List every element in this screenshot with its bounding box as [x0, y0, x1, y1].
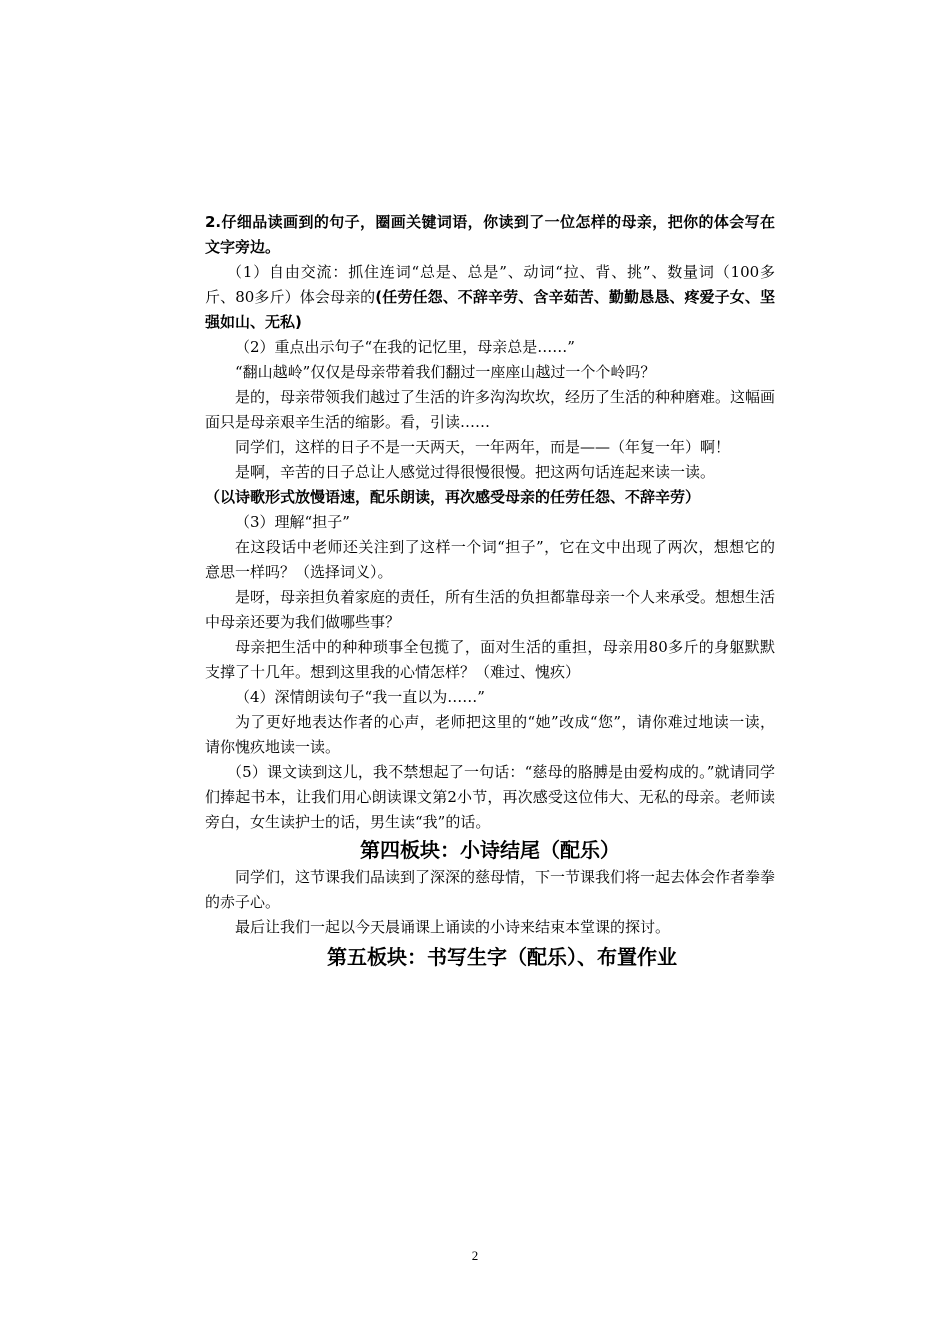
section-3-paragraph-3: 母亲把生活中的种种琐事全包揽了，面对生活的重担，母亲用80多斤的身躯默默支撑了十几年。想到这里我的心情怎样？（难过、愧疚）	[205, 638, 775, 681]
section-2-paragraph-4: 是啊，辛苦的日子总让人感觉过得很慢很慢。把这两句话连起来读一读。	[235, 463, 716, 481]
block-5-heading: 第五板块：书写生字（配乐）、布置作业	[327, 945, 677, 969]
section-2-title: （2）重点出示句子“在我的记忆里，母亲总是……”	[235, 338, 575, 356]
block-4-paragraph-2: 最后让我们一起以今天晨诵课上诵读的小诗来结束本堂课的探讨。	[235, 918, 671, 936]
question-2-heading: 2.仔细品读画到的句子，圈画关键词语，你读到了一位怎样的母亲，把你的体会写在文字旁边。	[205, 213, 775, 256]
section-4-title: （4）深情朗读句子“我一直以为……”	[235, 688, 485, 706]
section-4-paragraph-1: 为了更好地表达作者的心声，老师把这里的“她”改成“您”，请你难过地读一读，请你愧疚地读一读。	[205, 713, 775, 756]
section-5-paragraph: （5）课文读到这儿，我不禁想起了一句话：“慈母的胳膊是由爱构成的。”就请同学们捧起书本，让我们用心朗读课文第2小节，再次感受这位伟大、无私的母亲。老师读旁白，女生读护士的话，男生读“我”的话。	[205, 763, 775, 831]
section-2-paragraph-1: “翻山越岭”仅仅是母亲带着我们翻过一座座山越过一个个岭吗？	[235, 363, 656, 381]
document-body	[205, 210, 775, 974]
block-4-heading: 第四板块：小诗结尾（配乐）	[360, 838, 620, 862]
section-2-paragraph-3: 同学们，这样的日子不是一天两天，一年两年，而是——（年复一年）啊！	[235, 438, 731, 456]
section-1-paragraph	[205, 260, 775, 335]
section-3-paragraph-1: 在这段话中老师还关注到了这样一个词“担子”，它在文中出现了两次，想想它的意思一样吗？（选择词义）。	[205, 538, 775, 581]
page-number: 2	[471, 1248, 479, 1263]
block-4-paragraph-1: 同学们，这节课我们品读到了深深的慈母情，下一节课我们将一起去体会作者拳拳的赤子心。	[205, 868, 776, 911]
section-2-paragraph-2: 是的，母亲带领我们越过了生活的许多沟沟坎坎，经历了生活的种种磨难。这幅画面只是母亲艰辛生活的缩影。看，引读……	[205, 388, 776, 431]
section-1-bold-words: (任劳任怨、不辞辛劳、含辛茹苦、勤勤恳恳、疼爱子女、坚强如山、无私)	[205, 288, 775, 331]
section-2-bold-note: （以诗歌形式放慢语速，配乐朗读，再次感受母亲的任劳任怨、不辞辛劳）	[205, 488, 701, 506]
section-3-paragraph-2: 是呀，母亲担负着家庭的责任，所有生活的负担都靠母亲一个人来承受。想想生活中母亲还要为我们做哪些事？	[205, 588, 776, 631]
section-3-title: （3）理解“担子”	[235, 513, 350, 531]
section-1-text: （1）自由交流：抓住连词“总是、总是”、动词“拉、背、挑”、数量词（100多斤、80多斤）体会母亲的	[205, 263, 775, 306]
